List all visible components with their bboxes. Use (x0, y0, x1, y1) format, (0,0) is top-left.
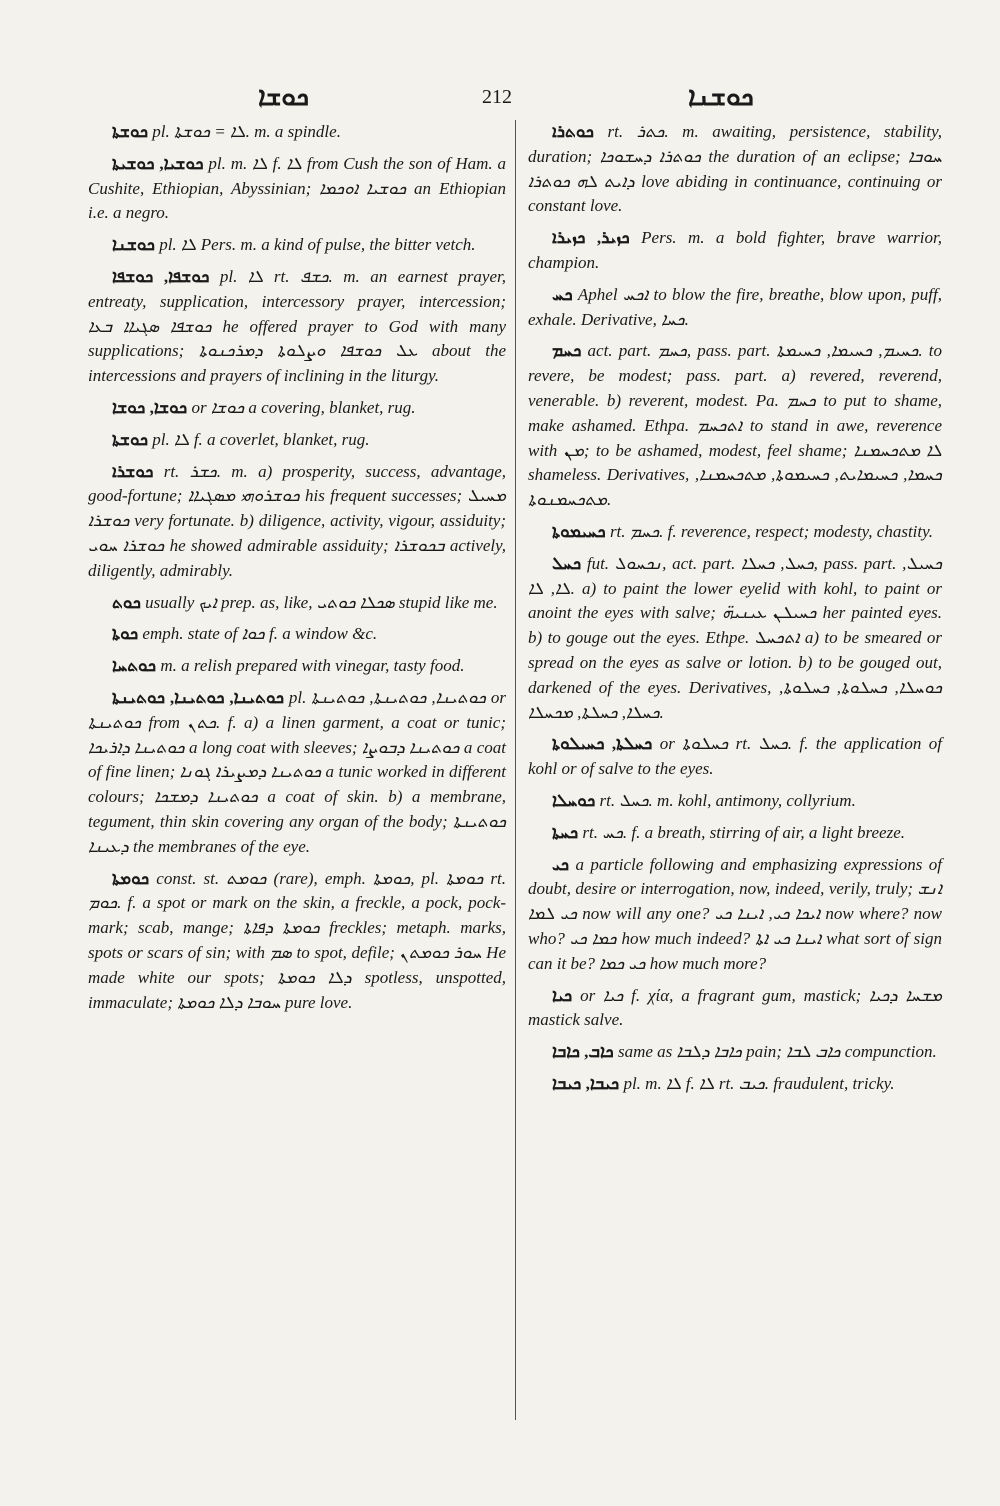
definition: pl. m. ܠܐ f. ܠܐ rt. ܟܝܒ. fraudulent, tricky. (619, 1073, 895, 1093)
dictionary-entry (88, 396, 506, 421)
headword: ܟܘܬܪܐ (552, 122, 594, 141)
dictionary-entry (528, 732, 942, 782)
headword: ܟܝܒܐ, ܟܝܒܐ (552, 1073, 620, 1093)
dictionary-entry (528, 984, 942, 1034)
dictionary-entry (88, 152, 506, 226)
headword: ܟܚܠ (552, 553, 582, 573)
dictionary-entry (88, 654, 506, 679)
definition: same as ܟܐܒܐ ܕܠܒܐ pain; ܟܐܒ ܠܒܐ compunction. (613, 1042, 937, 1062)
definition: or ܟܚܠܘܬܐ rt. ܟܚܠ. f. the application of kohl or of salve to the eyes. (528, 734, 942, 779)
dictionary-entry (528, 120, 942, 219)
definition: usually ܐܝܟ prep. as, like, ܣܟܠܐ ܟܘܬܝ stupid like me. (140, 592, 498, 612)
headword: ܟܙܝܪ, ܟܙܝܪܐ (552, 228, 630, 248)
dictionary-entry (528, 226, 942, 276)
headword: ܟܘܬܝܢܐ, ܟܘܬܝܢܐ, ܟܘܬܝܢܬܐ (112, 687, 285, 707)
dictionary-entry (528, 853, 942, 977)
headword: ܟܚܠܬܐ, ܟܚܝܠܘܬܐ (552, 734, 653, 754)
headword: ܟܝ (552, 854, 570, 874)
dictionary-entry (528, 1040, 942, 1065)
dictionary-entry (528, 789, 942, 814)
definition: m. a relish prepared with vinegar, tasty food. (156, 656, 465, 676)
dictionary-entry (88, 686, 506, 860)
definition: rt. ܟܚܠ. m. kohl, antimony, collyrium. (595, 790, 856, 810)
definition: a particle following and emphasizing expressions of doubt, desire or interrogation, now, indeed, verily, truly; ܐܢܫ ܟܝ ܠܡܐ now will any one? ܐܝܟܐ ܟܝ, ܐܝܢܐ ܟܝ now where? now who? ܟܡܐ ܟܝ how much indeed? ܐܝܢܐ ܟܝ ܐܬܐ what sort of sign can it be? ܟܝ ܟܡܐ how much more? (528, 854, 943, 973)
headword: ܟܘܚܠܐ (552, 790, 596, 810)
definition: pl. ܠܐ rt. ܟܫܦ. m. an earnest prayer, entreaty, supplication, intercessory prayer, intercession; ܟܘܫܦܐ ܣܓܝܐܐ ܒܥܐ he offered prayer to God with many supplications; ܥܠ ܟܘܫܦܐ ܘܨܠܘܬܐ ܕܡܪܟܢܘܬܐ about the intercessions and prayers of inclining in the liturgy. (88, 266, 507, 386)
definition: or ܟܘܫܐ a covering, blanket, rug. (187, 397, 416, 417)
definition: Aphel ܐܟܚ to blow the fire, breathe, blow upon, puff, exhale. Derivative, ܟܚܐ. (528, 284, 942, 329)
left-column (88, 120, 506, 1022)
definition: pl. m. ܠܐ f. ܠܐ from Cush the son of Ham. a Cushite, Ethiopian, Abyssinian; ܟܘܫܝܐ ܐܘܟܡܐ an Ethiopian i.e. a negro. (88, 153, 507, 223)
right-column (528, 120, 942, 1104)
dictionary-entry (528, 339, 942, 513)
dictionary-entry (528, 1072, 942, 1097)
headword: ܟܐܒ, ܟܐܒܐ (552, 1042, 614, 1062)
page-number: 212 (482, 86, 512, 108)
dictionary-entry (88, 428, 506, 453)
definition: act. part. ܟܚܡ, pass. part. ܟܚܝܡ, ܟܚܝܡܐ, ܟܚܝܡܬܐ. to revere, be modest; pass. part. a) revered, reverend, venerable. b) reverent, modest. Pa. ܟܚܡ to put to shame, make ashamed. Ethpa. ܐܬܟܚܡ to stand in awe, reverence with ܡܢ; to be ashamed, modest, feel shame; ܠܐ ܡܬܟܚܡܢܐ shameless. Derivatives, ܟܚܡܐ, ܟܚܝܡܐܝܬ, ܟܚܝܡܘܬܐ, ܡܬܟܚܡܢܐ, ܡܬܟܚܡܢܘܬܐ. (528, 341, 943, 510)
headword: ܟܘܫܢܐ (112, 235, 155, 255)
headword: ܟܘܫܐ, ܟܘܫܐ (112, 397, 188, 417)
headword: ܟܘܫܝܐ, ܟܘܫܝܬܐ (112, 153, 204, 173)
definition: rt. ܟܫܪ. m. a) prosperity, success, advantage, good-fortune; ܟܘܫܪܘܗܝ ܡܣܓܝܐܐ his frequent successes; ܡܚܝܠ ܟܘܫܪܐ very fortunate. b) diligence, activity, vigour, assiduity; ܟܘܫܪܐ ܚܘܝ he showed admirable assiduity; ܒܟܘܫܪܐ actively, diligently, admirably. (88, 461, 506, 580)
dictionary-entry (528, 552, 942, 726)
dictionary-entry (88, 622, 506, 647)
headword: ܟܚܝܡܘܬܐ (552, 521, 606, 541)
headword: ܟܘܫܬܐ (112, 122, 149, 141)
running-head-left: ܟܘܫܐ (258, 82, 309, 111)
dictionary-entry (528, 283, 942, 333)
dictionary-entry (88, 591, 506, 616)
headword: ܟܘܫܦܐ, ܟܘܫܦܐ (112, 266, 210, 286)
page-header (0, 82, 1000, 122)
column-divider (515, 120, 516, 1420)
definition: fut. ܢܟܚܘܠ, act. part. ܟܚܠ, ܟܚܠܐ, pass. part. ܟܚܝܠ, ܠܐ, ܠܐ. a) to paint the lower eyelid with kohl, to paint or anoint the eyes with salve; ܟܚܝܠܢ ܥܝܢܝܗ̈ her painted eyes. b) to gouge out the eyes. Ethpe. ܐܬܟܚܠ a) to be smeared or spread on the eyes as salve or lotion. b) to be gouged out, darkened of the eyes. Derivatives, ܟܘܚܠܐ, ܟܚܠܘܬܐ, ܟܚܠܘܬܐ, ܟܚܠܐ, ܟܚܠܬܐ, ܡܟܚܠܐ. (528, 553, 943, 722)
definition: or ܟܝܐ f. χία, a fragrant gum, mastick; ܡܫܚܐ ܕܟܝܐ mastick salve. (528, 985, 942, 1030)
dictionary-entry (88, 233, 506, 258)
headword: ܟܘܬܐ (112, 624, 139, 644)
headword: ܟܘܡܬܐ (112, 868, 150, 888)
definition: pl. ܟܘܬܝܢܐ, ܟܘܬܝܢܬܐ, ܟܘܬܝܢܬܐ or ܟܘܬܝܢܬܐ from ܟܬܢ. f. a) a linen garment, a coat or tunic; ܟܘܬܝܢܐ ܕܐܪܝܟܐ a long coat with sleeves; ܟܘܬܝܢܐ ܕܒܘܨܐ a coat of fine linen; ܟܘܬܝܢܐ ܕܡܨܝܪܐ ܓܘܢܐ a tunic worked in different colours; ܟܘܬܝܢܐ ܕܡܫܟܐ a coat of skin. b) a membrane, tegument, thin skin covering any organ of the body; ܟܘܬܝܢܬܐ ܕܥܝܢܐ the membranes of the eye. (88, 687, 506, 856)
headword: ܟܚ (552, 284, 573, 304)
dictionary-entry (528, 520, 942, 545)
headword: ܟܘܫܬܐ (112, 429, 149, 449)
definition: rt. ܟܚܡ. f. reverence, respect; modesty, chastity. (605, 521, 933, 541)
running-head-right: ܟܘܫܢܐ (688, 82, 754, 111)
definition: pl. ܠܐ = ܟܘܫܬܐ. m. a spindle. (148, 122, 341, 141)
dictionary-entry (528, 821, 942, 846)
dictionary-entry (88, 120, 506, 145)
definition: const. st. ܟܘܡܬ (rare), emph. ܟܘܡܬܐ, pl. ܟܘܡܬܐ rt. ܟܘܡ. f. a spot or mark on the skin, a freckle, a pock, pock-mark; scab, mange; ܟܘܡܬܐ ܕܦܐܬܐ freckles; metaph. marks, spots or scars of sin; with ܣܡ to spot, defile; ܚܘܪ ܟܘܡܬܢ He made white our spots; ܕܠܐ ܟܘܡܬܐ spotless, unspotted, immaculate; ܚܘܒܐ ܕܠܐ ܟܘܡܬܐ pure love. (88, 868, 506, 1012)
headword: ܟܘܬܚܐ (112, 656, 157, 676)
headword: ܟܚܡ (552, 341, 582, 361)
definition: pl. ܠܐ f. a coverlet, blanket, rug. (148, 429, 370, 449)
headword: ܟܘܫܪܐ (112, 461, 154, 481)
definition: rt. ܟܬܪ. m. awaiting, persistence, stability, duration; ܟܘܬܪܐ ܕܚܫܘܟܐ the duration of an eclipse; ܚܘܒܐ ܕܐܝܬ ܠܗ ܟܘܬܪܐ love abiding in continuance, continuing or constant love. (528, 122, 943, 216)
headword: ܟܘܬ (112, 592, 141, 612)
headword: ܟܚܬܐ (552, 822, 579, 842)
dictionary-entry (88, 867, 506, 1016)
headword: ܟܝܐ (552, 985, 573, 1005)
definition: Pers. m. a bold fighter, brave warrior, champion. (528, 228, 942, 272)
definition: rt. ܟܚ. f. a breath, stirring of air, a light breeze. (578, 822, 905, 842)
dictionary-entry (88, 460, 506, 584)
definition: emph. state of ܟܘܐ f. a window &c. (138, 624, 378, 644)
definition: pl. ܠܐ Pers. m. a kind of pulse, the bitter vetch. (154, 235, 476, 255)
dictionary-entry (88, 265, 506, 389)
